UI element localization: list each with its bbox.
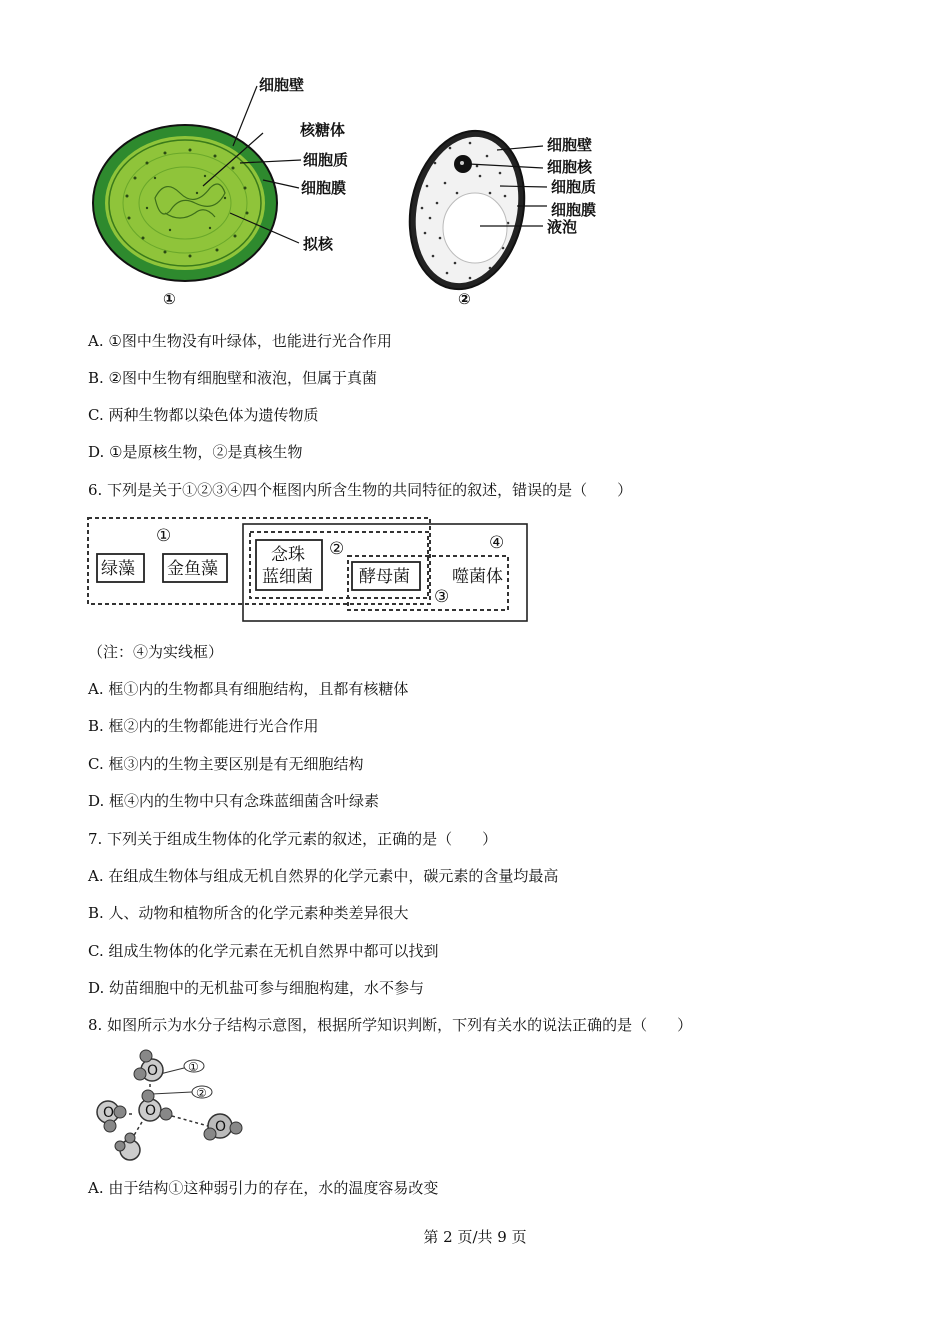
q6-option-d: D. 框④内的生物中只有念珠蓝细菌含叶绿素 [88,792,380,810]
organism-green-algae: 绿藻 [101,559,135,579]
label-nucleoid: 拟核 [303,235,334,253]
q6-option-b: B. 框②内的生物都能进行光合作用 [88,717,319,735]
q6-option-a: A. 框①内的生物都具有细胞结构，且都有核糖体 [88,680,409,698]
q5-option-b: B. ②图中生物有细胞壁和液泡，但属于真菌 [88,369,378,387]
box-label-3: ③ [434,587,450,607]
atom-o-3: O [103,1105,115,1121]
water-molecule-diagram [90,1046,265,1164]
mark-2: ② [196,1086,207,1100]
label-ribosome: 核糖体 [300,121,346,139]
label-cytoplasm-2: 细胞质 [551,178,597,196]
q5-option-c: C. 两种生物都以染色体为遗传物质 [88,406,319,424]
page-footer: 第 2 页/共 9 页 [423,1228,527,1246]
label-cell-wall-1: 细胞壁 [259,76,305,94]
cell-diagram [85,68,645,318]
label-cell-membrane-1: 细胞膜 [301,179,347,197]
q6-option-c: C. 框③内的生物主要区别是有无细胞结构 [88,755,364,773]
q7-option-b: B. 人、动物和植物所含的化学元素种类差异很大 [88,904,409,922]
label-cytoplasm-1: 细胞质 [303,151,349,169]
box-label-4: ④ [489,533,505,553]
q8-option-a: A. 由于结构①这种弱引力的存在，水的温度容易改变 [88,1179,439,1197]
label-nucleus: 细胞核 [547,158,593,176]
q6-box-diagram [86,514,532,626]
caption-cell-1: ① [163,290,176,308]
organism-nostoc-2: 蓝细菌 [262,567,313,587]
q6-stem: 6. 下列是关于①②③④四个框图内所含生物的共同特征的叙述，错误的是（ ） [88,481,633,499]
q7-option-c: C. 组成生物体的化学元素在无机自然界中都可以找到 [88,942,439,960]
mark-1: ① [188,1060,199,1074]
atom-o-4: O [215,1119,227,1135]
label-vacuole: 液泡 [547,218,578,236]
q6-note: （注：④为实线框） [88,643,224,661]
caption-cell-2: ② [458,290,471,308]
q5-option-d: D. ①是原核生物，②是真核生物 [88,443,303,461]
q7-option-d: D. 幼苗细胞中的无机盐可参与细胞构建，水不参与 [88,979,425,997]
organism-nostoc-1: 念珠 [271,545,305,565]
atom-o-2: O [145,1103,157,1119]
q7-option-a: A. 在组成生物体与组成无机自然界的化学元素中，碳元素的含量均最高 [88,867,559,885]
box-label-2: ② [329,539,345,559]
organism-phage: 噬菌体 [452,567,503,587]
atom-o-1: O [147,1063,159,1079]
q7-stem: 7. 下列关于组成生物体的化学元素的叙述，正确的是（ ） [88,830,498,848]
label-cell-membrane-2: 细胞膜 [551,201,597,219]
eukaryote-cell [396,120,596,308]
q5-option-a: A. ①图中生物没有叶绿体，也能进行光合作用 [88,332,392,350]
organism-hornwort: 金鱼藻 [167,559,218,579]
label-cell-wall-2: 细胞壁 [547,136,593,154]
q8-stem: 8. 如图所示为水分子结构示意图，根据所学知识判断，下列有关水的说法正确的是（ ） [88,1016,693,1034]
organism-yeast: 酵母菌 [359,567,410,587]
box-label-1: ① [156,526,172,546]
prokaryote-cell [93,76,348,308]
